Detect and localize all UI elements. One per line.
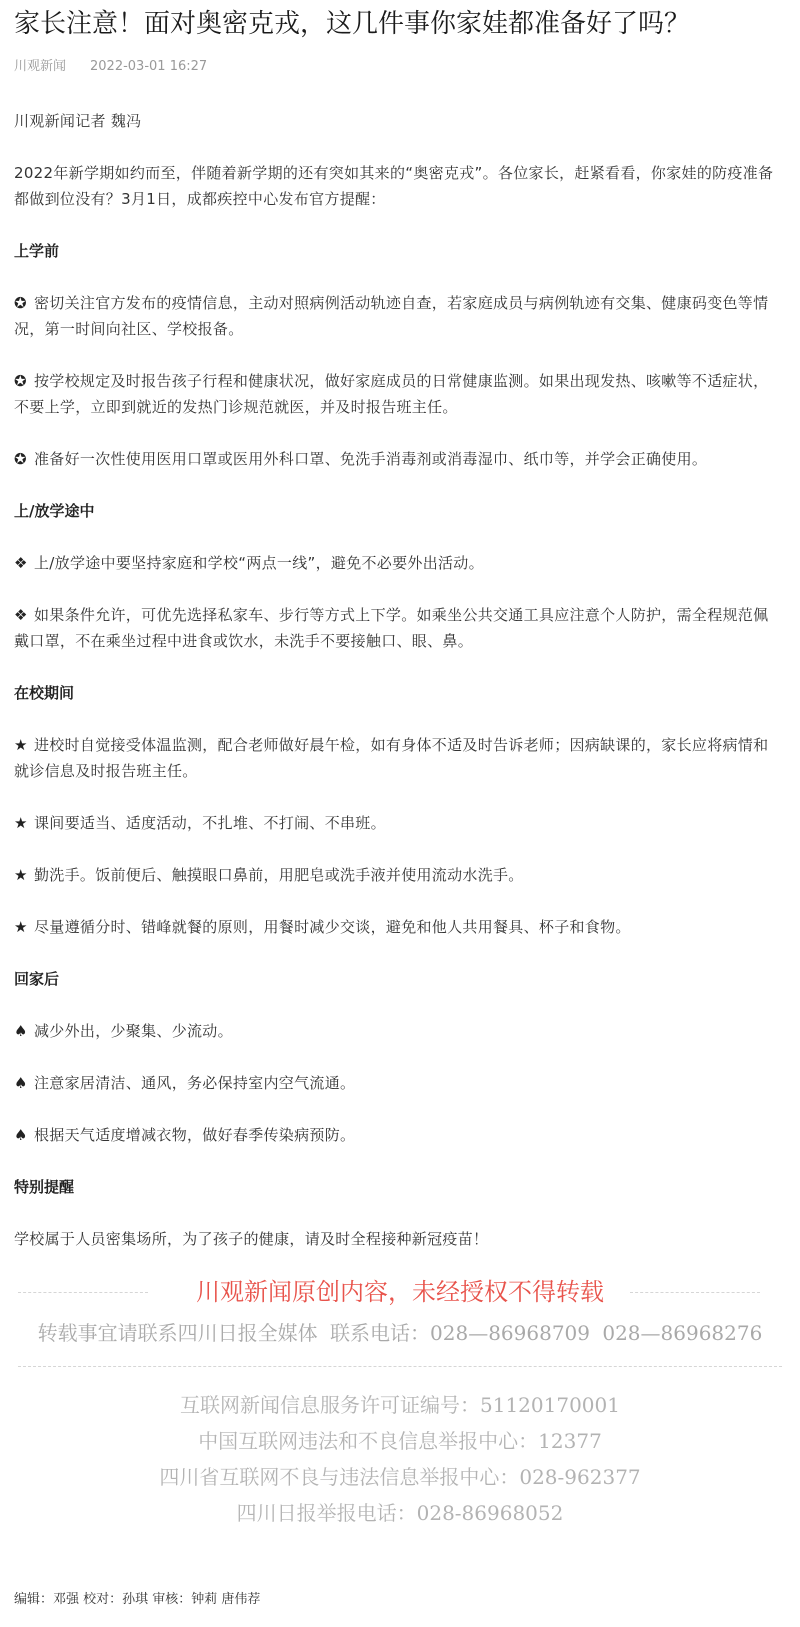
license-line: 四川日报举报电话：028-86968052 [236,1501,564,1525]
section-heading-commute: 上/放学途中 [14,502,95,520]
publish-date: 2022-03-01 16:27 [90,59,208,74]
spade-bullet-icon: ♠ [14,1126,28,1144]
diamond-bullet-icon: ❖ [14,606,28,624]
dashed-divider [18,1366,782,1367]
list-item: ♠ 根据天气适度增减衣物，做好春季传染病预防。 [14,1122,780,1148]
list-item: ✪ 按学校规定及时报告孩子行程和健康状况，做好家庭成员的日常健康监测。如果出现发热、咳嗽等不适症状，不要上学，立即到就近的发热门诊规范就医，并及时报告班主任。 [14,368,780,420]
license-line: 中国互联网违法和不良信息举报中心：12377 [198,1429,602,1453]
source-label[interactable]: 川观新闻 [14,59,67,74]
list-item: ★ 勤洗手。饭前便后、触摸眼口鼻前，用肥皂或洗手液并使用流动水洗手。 [14,862,780,888]
article-title: 家长注意！面对奥密克戎，这几件事你家娃都准备好了吗？ [14,9,691,39]
circle-star-bullet-icon: ✪ [14,294,27,312]
license-line: 四川省互联网不良与违法信息举报中心：028-962377 [159,1465,641,1489]
license-line: 互联网新闻信息服务许可证编号：51120170001 [180,1393,620,1417]
section-heading-before-school: 上学前 [14,242,60,260]
copyright-footer [0,1270,800,1531]
original-notice-row [0,1270,800,1314]
diamond-bullet-icon: ❖ [14,554,28,572]
dashed-divider [630,1292,760,1293]
star-bullet-icon: ★ [14,918,28,936]
circle-star-bullet-icon: ✪ [14,372,27,390]
section-heading-special-reminder: 特别提醒 [14,1178,75,1196]
byline: 川观新闻记者 魏冯 [14,112,142,130]
intro-paragraph: 2022年新学期如约而至，伴随着新学期的还有突如其来的“奥密克戎”。各位家长，赶紧看看，你家娃的防疫准备都做到位没有？3月1日，成都疾控中心发布官方提醒： [14,164,774,208]
article-meta [14,58,207,76]
section-heading-after-school: 回家后 [14,970,60,988]
article-body [14,108,780,1278]
star-bullet-icon: ★ [14,866,28,884]
star-bullet-icon: ★ [14,736,28,754]
list-item: ★ 进校时自觉接受体温监测，配合老师做好晨午检，如有身体不适及时告诉老师；因病缺课的，家长应将病情和就诊信息及时报告班主任。 [14,732,780,784]
star-bullet-icon: ★ [14,814,28,832]
reprint-contact: 转载事宜请联系四川日报全媒体 联系电话：028—86968709 028—86968276 [37,1321,763,1345]
list-item: ★ 课间要适当、适度活动，不扎堆、不打闹、不串班。 [14,810,780,836]
section-heading-at-school: 在校期间 [14,684,75,702]
spade-bullet-icon: ♠ [14,1022,28,1040]
dashed-divider [18,1292,148,1293]
list-item: ✪ 密切关注官方发布的疫情信息，主动对照病例活动轨迹自查，若家庭成员与病例轨迹有交集、健康码变色等情况，第一时间向社区、学校报备。 [14,290,780,342]
circle-star-bullet-icon: ✪ [14,450,27,468]
special-reminder-text: 学校属于人员密集场所，为了孩子的健康，请及时全程接种新冠疫苗！ [14,1230,489,1248]
list-item: ★ 尽量遵循分时、错峰就餐的原则，用餐时减少交谈，避免和他人共用餐具、杯子和食物。 [14,914,780,940]
list-item: ❖ 上/放学途中要坚持家庭和学校“两点一线”，避免不必要外出活动。 [14,550,780,576]
list-item: ♠ 注意家居清洁、通风，务必保持室内空气流通。 [14,1070,780,1096]
spade-bullet-icon: ♠ [14,1074,28,1092]
list-item: ♠ 减少外出，少聚集、少流动。 [14,1018,780,1044]
original-content-notice: 川观新闻原创内容，未经授权不得转载 [196,1278,604,1306]
editor-credits: 编辑：邓强 校对：孙琪 审核：钟莉 唐伟荐 [14,1592,261,1607]
list-item: ❖ 如果条件允许，可优先选择私家车、步行等方式上下学。如乘坐公共交通工具应注意个人防护，需全程规范佩戴口罩，不在乘坐过程中进食或饮水，未洗手不要接触口、眼、鼻。 [14,602,780,654]
list-item: ✪ 准备好一次性使用医用口罩或医用外科口罩、免洗手消毒剂或消毒湿巾、纸巾等，并学会正确使用。 [14,446,780,472]
